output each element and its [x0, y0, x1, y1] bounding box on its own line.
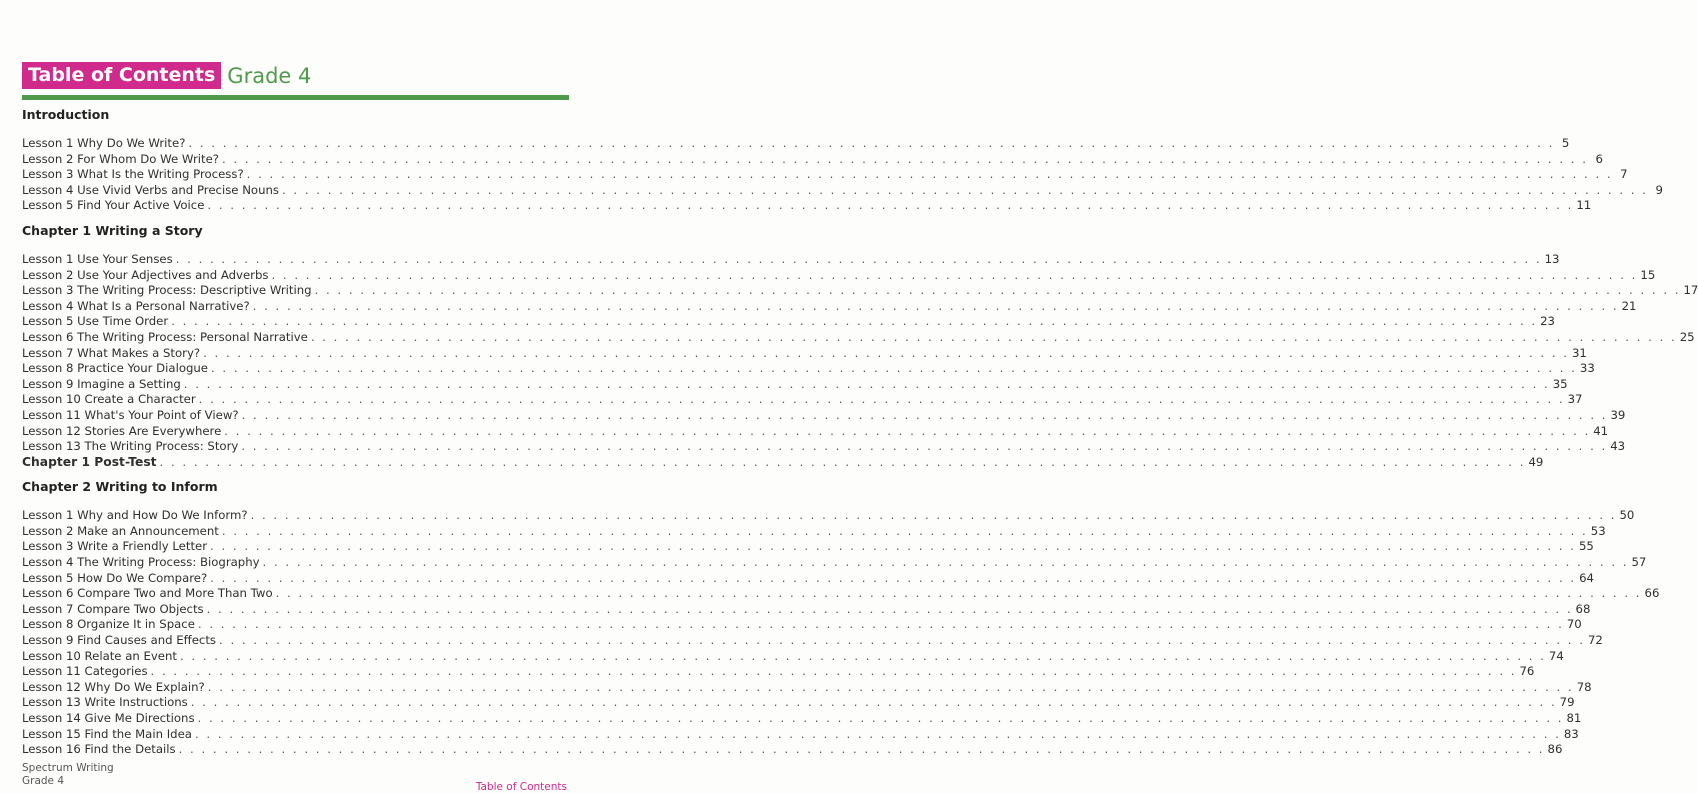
toc-entry[interactable] — [22, 251, 1560, 268]
entry-label: Lesson 7 Compare Two Objects — [22, 601, 204, 616]
dot-leader: . . . . . . . . . . . . . . . . . . . . . . . . . . . . . . . . . . . . . . . . . . . . . . . . . . . . . . . . . . . . . . . . . . . . . . . . . . . . . . . . . . . . . . . . . . . . . . . . . . . . . . . . . . . . . . . . . . . . . . . . — [210, 539, 1576, 554]
toc-entry[interactable] — [22, 726, 1579, 743]
toc-entry[interactable] — [22, 314, 1555, 330]
entry-page-number: 50 — [1619, 508, 1635, 523]
entry-label: Lesson 5 Use Time Order — [22, 314, 169, 329]
dot-leader: . . . . . . . . . . . . . . . . . . . . . . . . . . . . . . . . . . . . . . . . . . . . . . . . . . . . . . . . . . . . . . . . . . . . . . . . . . . . . . . . . . . . . . . . . . . . . . . . . . . . . . . . . . . . . . . . . . . . . . . . — [183, 376, 1550, 391]
footer-book-title: Spectrum Writing — [22, 762, 114, 774]
toc-header — [22, 62, 311, 89]
toc-entry[interactable] — [22, 648, 1564, 665]
dot-leader: . . . . . . . . . . . . . . . . . . . . . . . . . . . . . . . . . . . . . . . . . . . . . . . . . . . . . . . . . . . . . . . . . . . . . . . . . . . . . . . . . . . . . . . . . . . . . . . . . . . . . . . . . . . . . . . . . . . . . . . . — [206, 601, 1573, 616]
entry-label: Lesson 2 Use Your Adjectives and Adverbs — [22, 267, 269, 282]
entry-page-number: 55 — [1578, 539, 1594, 554]
grade-label: Grade 4 — [227, 63, 312, 88]
section-spacer — [22, 124, 570, 136]
toc-entry[interactable] — [22, 267, 1656, 284]
entry-label: Lesson 1 Why and How Do We Inform? — [22, 508, 248, 523]
entry-page-number: 83 — [1563, 726, 1579, 741]
toc-entry[interactable] — [22, 376, 1568, 393]
entry-label: Lesson 7 What Makes a Story? — [22, 345, 201, 360]
entry-page-number: 39 — [1610, 407, 1626, 422]
toc-entry[interactable] — [22, 664, 1535, 680]
entry-label: Lesson 10 Create a Character — [22, 392, 196, 407]
footer-grade: Grade 4 — [22, 775, 65, 787]
entry-label: Lesson 3 Write a Friendly Letter — [22, 539, 208, 554]
entry-page-number: 64 — [1579, 570, 1594, 585]
section-spacer — [22, 240, 570, 252]
toc-entry[interactable] — [22, 586, 1660, 602]
dot-leader: . . . . . . . . . . . . . . . . . . . . . . . . . . . . . . . . . . . . . . . . . . . . . . . . . . . . . . . . . . . . . . . . . . . . . . . . . . . . . . . . . . . . . . . . . . . . . . . . . . . . . . . . . . . . . . . . . . . . . . . . — [252, 298, 1619, 313]
dot-leader: . . . . . . . . . . . . . . . . . . . . . . . . . . . . . . . . . . . . . . . . . . . . . . . . . . . . . . . . . . . . . . . . . . . . . . . . . . . . . . . . . . . . . . . . . . . . . . . . . . . . . . . . . . . . . . . . . . . . . . . . — [150, 664, 1517, 679]
entry-label: Lesson 1 Use Your Senses — [22, 251, 173, 266]
toc-title: Table of Contents — [22, 62, 221, 89]
entry-label: Lesson 11 What's Your Point of View? — [22, 407, 239, 422]
dot-leader: . . . . . . . . . . . . . . . . . . . . . . . . . . . . . . . . . . . . . . . . . . . . . . . . . . . . . . . . . . . . . . . . . . . . . . . . . . . . . . . . . . . . . . . . . . . . . . . . . . . . . . . . . . . . . . . . . . . . . . . . — [197, 617, 1564, 632]
entry-label: Lesson 9 Find Causes and Effects — [22, 633, 217, 648]
toc-entry[interactable] — [22, 298, 1637, 315]
toc-entry[interactable] — [22, 329, 1695, 346]
section-spacer — [22, 496, 570, 508]
entry-page-number: 35 — [1552, 376, 1568, 391]
dot-leader: . . . . . . . . . . . . . . . . . . . . . . . . . . . . . . . . . . . . . . . . . . . . . . . . . . . . . . . . . . . . . . . . . . . . . . . . . . . . . . . . . . . . . . . . . . . . . . . . . . . . . . . . . . . . . . . . . . . . . . . . — [188, 136, 1555, 150]
entry-label: Lesson 11 Categories — [22, 664, 148, 679]
entry-page-number: 25 — [1679, 329, 1695, 344]
dot-leader: . . . . . . . . . . . . . . . . . . . . . . . . . . . . . . . . . . . . . . . . . . . . . . . . . . . . . . . . . . . . . . . . . . . . . . . . . . . . . . . . . . . . . . . . . . . . . . . . . . . . . . . . . . . . . . . . . . . . . . . . — [190, 695, 1557, 710]
toc-entry[interactable] — [22, 539, 1594, 555]
entry-label: Lesson 4 Use Vivid Verbs and Precise Nouns — [22, 182, 279, 197]
toc-entry[interactable] — [22, 570, 1594, 587]
entry-page-number: 70 — [1566, 617, 1582, 632]
toc-entry[interactable] — [22, 392, 1583, 408]
entry-page-number: 15 — [1640, 267, 1656, 282]
toc-entry[interactable] — [22, 555, 1647, 571]
entry-label: Lesson 12 Stories Are Everywhere — [22, 423, 222, 438]
entry-label: Lesson 8 Practice Your Dialogue — [22, 361, 208, 376]
dot-leader: . . . . . . . . . . . . . . . . . . . . . . . . . . . . . . . . . . . . . . . . . . . . . . . . . . . . . . . . . . . . . . . . . . . . . . . . . . . . . . . . . . . . . . . . . . . . . . . . . . . . . . . . . . . . . . . . . . . . . . . . — [207, 679, 1574, 694]
toc-entry[interactable] — [22, 601, 1591, 618]
dot-leader: . . . . . . . . . . . . . . . . . . . . . . . . . . . . . . . . . . . . . . . . . . . . . . . . . . . . . . . . . . . . . . . . . . . . . . . . . . . . . . . . . . . . . . . . . . . . . . . . . . . . . . . . . . . . . . . . . . . . . . . . — [207, 198, 1574, 213]
dot-leader: . . . . . . . . . . . . . . . . . . . . . . . . . . . . . . . . . . . . . . . . . . . . . . . . . . . . . . . . . . . . . . . . . . . . . . . . . . . . . . . . . . . . . . . . . . . . . . . . . . . . . . . . . . . . . . . . . . . . . . . . — [275, 586, 1642, 601]
toc-entry[interactable] — [22, 742, 1563, 758]
entry-page-number: 11 — [1576, 198, 1592, 213]
entry-page-number: 21 — [1621, 298, 1637, 313]
dot-leader: . . . . . . . . . . . . . . . . . . . . . . . . . . . . . . . . . . . . . . . . . . . . . . . . . . . . . . . . . . . . . . . . . . . . . . . . . . . . . . . . . . . . . . . . . . . . . . . . . . . . . . . . . . . . . . . . . . . . . . . . — [179, 648, 1546, 663]
toc-entry[interactable] — [22, 711, 1582, 727]
entry-label: Lesson 16 Find the Details — [22, 742, 176, 757]
toc-entry[interactable] — [22, 439, 1626, 455]
dot-leader: . . . . . . . . . . . . . . . . . . . . . . . . . . . . . . . . . . . . . . . . . . . . . . . . . . . . . . . . . . . . . . . . . . . . . . . . . . . . . . . . . . . . . . . . . . . . . . . . . . . . . . . . . . . . . . . . . . . . . . . . — [197, 711, 1564, 725]
entry-page-number: 9 — [1655, 182, 1663, 197]
dot-leader: . . . . . . . . . . . . . . . . . . . . . . . . . . . . . . . . . . . . . . . . . . . . . . . . . . . . . . . . . . . . . . . . . . . . . . . . . . . . . . . . . . . . . . . . . . . . . . . . . . . . . . . . . . . . . . . . . . . . . . . . — [250, 508, 1617, 523]
section-title: Introduction — [22, 107, 110, 122]
dot-leader: . . . . . . . . . . . . . . . . . . . . . . . . . . . . . . . . . . . . . . . . . . . . . . . . . . . . . . . . . . . . . . . . . . . . . . . . . . . . . . . . . . . . . . . . . . . . . . . . . . . . . . . . . . . . . . . . . . . . . . . . — [210, 570, 1577, 585]
entry-page-number: 53 — [1590, 523, 1606, 538]
toc-entry[interactable] — [22, 523, 1606, 540]
entry-label: Chapter 1 Post-Test — [22, 454, 157, 469]
dot-leader: . . . . . . . . . . . . . . . . . . . . . . . . . . . . . . . . . . . . . . . . . . . . . . . . . . . . . . . . . . . . . . . . . . . . . . . . . . . . . . . . . . . . . . . . . . . . . . . . . . . . . . . . . . . . . . . . . . . . . . . . — [262, 555, 1629, 570]
dot-leader: . . . . . . . . . . . . . . . . . . . . . . . . . . . . . . . . . . . . . . . . . . . . . . . . . . . . . . . . . . . . . . . . . . . . . . . . . . . . . . . . . . . . . . . . . . . . . . . . . . . . . . . . . . . . . . . . . . . . . . . . — [198, 392, 1565, 407]
toc-entry[interactable] — [22, 151, 1603, 168]
footer-book-info — [22, 762, 114, 788]
toc-entry[interactable] — [22, 361, 1595, 377]
section-gap — [22, 214, 570, 222]
entry-label: Lesson 15 Find the Main Idea — [22, 726, 192, 741]
entry-page-number: 68 — [1575, 601, 1591, 616]
toc-entry[interactable] — [22, 508, 1635, 524]
entry-page-number: 7 — [1620, 167, 1628, 182]
entry-page-number: 86 — [1547, 742, 1563, 757]
entry-page-number: 5 — [1561, 136, 1570, 150]
dot-leader: . . . . . . . . . . . . . . . . . . . . . . . . . . . . . . . . . . . . . . . . . . . . . . . . . . . . . . . . . . . . . . . . . . . . . . . . . . . . . . . . . . . . . . . . . . . . . . . . . . . . . . . . . . . . . . . . . . . . . . . . — [210, 361, 1577, 376]
toc-entry[interactable] — [22, 633, 1603, 649]
dot-leader: . . . . . . . . . . . . . . . . . . . . . . . . . . . . . . . . . . . . . . . . . . . . . . . . . . . . . . . . . . . . . . . . . . . . . . . . . . . . . . . . . . . . . . . . . . . . . . . . . . . . . . . . . . . . . . . . . . . . . . . . — [222, 151, 1588, 166]
entry-label: Lesson 4 The Writing Process: Biography — [22, 555, 260, 570]
dot-leader: . . . . . . . . . . . . . . . . . . . . . . . . . . . . . . . . . . . . . . . . . . . . . . . . . . . . . . . . . . . . . . . . . . . . . . . . . . . . . . . . . . . . . . . . . . . . . . . . . . . . . . . . . . . . . . . . . . . . . . . . — [175, 251, 1542, 266]
section-title: Chapter 2 Writing to Inform — [22, 479, 218, 495]
toc-entry[interactable] — [22, 679, 1592, 696]
entry-label: Lesson 2 Make an Announcement — [22, 523, 219, 538]
toc-list — [22, 106, 1698, 758]
entry-label: Lesson 14 Give Me Directions — [22, 711, 195, 725]
toc-entry[interactable] — [22, 167, 1628, 183]
entry-label: Lesson 13 The Writing Process: Story — [22, 439, 239, 454]
entry-page-number: 76 — [1519, 664, 1535, 679]
entry-label: Lesson 4 What Is a Personal Narrative? — [22, 298, 250, 313]
dot-leader: . . . . . . . . . . . . . . . . . . . . . . . . . . . . . . . . . . . . . . . . . . . . . . . . . . . . . . . . . . . . . . . . . . . . . . . . . . . . . . . . . . . . . . . . . . . . . . . . . . . . . . . . . . . . . . . . . . . . . . . . — [241, 407, 1608, 422]
entry-page-number: 43 — [1610, 439, 1626, 454]
entry-label: Lesson 5 Find Your Active Voice — [22, 198, 205, 213]
toc-entry[interactable] — [22, 136, 1570, 152]
entry-page-number: 72 — [1587, 633, 1603, 648]
dot-leader: . . . . . . . . . . . . . . . . . . . . . . . . . . . . . . . . . . . . . . . . . . . . . . . . . . . . . . . . . . . . . . . . . . . . . . . . . . . . . . . . . . . . . . . . . . . . . . . . . . . . . . . . . . . . . . . . . . . . . . . . — [171, 314, 1538, 329]
entry-page-number: 78 — [1576, 679, 1592, 694]
entry-label: Lesson 8 Organize It in Space — [22, 617, 195, 632]
entry-label: Lesson 13 Write Instructions — [22, 695, 188, 710]
entry-label: Lesson 6 The Writing Process: Personal Narrative — [22, 329, 308, 344]
entry-label: Lesson 2 For Whom Do We Write? — [22, 151, 219, 166]
section-gap — [22, 470, 570, 478]
dot-leader: . . . . . . . . . . . . . . . . . . . . . . . . . . . . . . . . . . . . . . . . . . . . . . . . . . . . . . . . . . . . . . . . . . . . . . . . . . . . . . . . . . . . . . . . . . . . . . . . . . . . . . . . . . . . . . . . . . . . . . . . — [271, 267, 1638, 282]
entry-label: Lesson 3 The Writing Process: Descriptive Writing — [22, 283, 312, 298]
entry-label: Lesson 10 Relate an Event — [22, 648, 177, 663]
entry-page-number: 31 — [1572, 345, 1587, 360]
toc-entry[interactable] — [22, 182, 1663, 199]
dot-leader: . . . . . . . . . . . . . . . . . . . . . . . . . . . . . . . . . . . . . . . . . . . . . . . . . . . . . . . . . . . . . . . . . . . . . . . . . . . . . . . . . . . . . . . . . . . . . . . . . . . . . . . . . . . . . . . . . . . . . . . . — [241, 439, 1608, 454]
entry-page-number: 66 — [1644, 586, 1660, 601]
entry-page-number: 6 — [1595, 151, 1603, 166]
toc-entry[interactable] — [22, 283, 1698, 299]
toc-entry[interactable] — [22, 695, 1575, 711]
entry-page-number: 81 — [1566, 711, 1582, 725]
entry-label: Lesson 12 Why Do We Explain? — [22, 679, 205, 694]
dot-leader: . . . . . . . . . . . . . . . . . . . . . . . . . . . . . . . . . . . . . . . . . . . . . . . . . . . . . . . . . . . . . . . . . . . . . . . . . . . . . . . . . . . . . . . . . . . . . . . . . . . . . . . . . . . . . . . . . . . . . . . . — [314, 283, 1681, 298]
dot-leader: . . . . . . . . . . . . . . . . . . . . . . . . . . . . . . . . . . . . . . . . . . . . . . . . . . . . . . . . . . . . . . . . . . . . . . . . . . . . . . . . . . . . . . . . . . . . . . . . . . . . . . . . . . . . . . . . . . . . . . . . — [159, 454, 1526, 469]
dot-leader: . . . . . . . . . . . . . . . . . . . . . . . . . . . . . . . . . . . . . . . . . . . . . . . . . . . . . . . . . . . . . . . . . . . . . . . . . . . . . . . . . . . . . . . . . . . . . . . . . . . . . . . . . . . . . . . . . . . . . . . . — [203, 345, 1569, 360]
dot-leader: . . . . . . . . . . . . . . . . . . . . . . . . . . . . . . . . . . . . . . . . . . . . . . . . . . . . . . . . . . . . . . . . . . . . . . . . . . . . . . . . . . . . . . . . . . . . . . . . . . . . . . . . . . . . . . . . . . . . . . . . — [310, 329, 1677, 344]
footer-section-label: Table of Contents — [475, 781, 567, 793]
entry-page-number: 57 — [1631, 555, 1647, 570]
section-title: Chapter 1 Writing a Story — [22, 222, 203, 238]
dot-leader: . . . . . . . . . . . . . . . . . . . . . . . . . . . . . . . . . . . . . . . . . . . . . . . . . . . . . . . . . . . . . . . . . . . . . . . . . . . . . . . . . . . . . . . . . . . . . . . . . . . . . . . . . . . . . . . . . . . . . . . . — [246, 167, 1613, 182]
dot-leader: . . . . . . . . . . . . . . . . . . . . . . . . . . . . . . . . . . . . . . . . . . . . . . . . . . . . . . . . . . . . . . . . . . . . . . . . . . . . . . . . . . . . . . . . . . . . . . . . . . . . . . . . . . . . . . . . . . . . . . . . — [282, 182, 1648, 197]
toc-entry[interactable] — [22, 198, 1592, 214]
toc-entry[interactable] — [22, 345, 1587, 362]
dot-leader: . . . . . . . . . . . . . . . . . . . . . . . . . . . . . . . . . . . . . . . . . . . . . . . . . . . . . . . . . . . . . . . . . . . . . . . . . . . . . . . . . . . . . . . . . . . . . . . . . . . . . . . . . . . . . . . . . . . . . . . . — [224, 423, 1591, 438]
entry-label: Lesson 1 Why Do We Write? — [22, 136, 186, 150]
dot-leader: . . . . . . . . . . . . . . . . . . . . . . . . . . . . . . . . . . . . . . . . . . . . . . . . . . . . . . . . . . . . . . . . . . . . . . . . . . . . . . . . . . . . . . . . . . . . . . . . . . . . . . . . . . . . . . . . . . . . . . . . — [194, 726, 1561, 741]
entry-page-number: 49 — [1528, 454, 1544, 469]
entry-page-number: 37 — [1567, 392, 1583, 407]
entry-page-number: 41 — [1593, 423, 1609, 438]
entry-page-number: 17 — [1683, 283, 1698, 298]
entry-label: Lesson 5 How Do We Compare? — [22, 570, 208, 585]
entry-page-number: 74 — [1548, 648, 1564, 663]
dot-leader: . . . . . . . . . . . . . . . . . . . . . . . . . . . . . . . . . . . . . . . . . . . . . . . . . . . . . . . . . . . . . . . . . . . . . . . . . . . . . . . . . . . . . . . . . . . . . . . . . . . . . . . . . . . . . . . . . . . . . . . . — [219, 633, 1585, 648]
toc-entry[interactable] — [22, 617, 1582, 633]
toc-entry[interactable] — [22, 407, 1626, 424]
entry-page-number: 23 — [1540, 314, 1555, 329]
entry-label: Lesson 3 What Is the Writing Process? — [22, 167, 244, 182]
dot-leader: . . . . . . . . . . . . . . . . . . . . . . . . . . . . . . . . . . . . . . . . . . . . . . . . . . . . . . . . . . . . . . . . . . . . . . . . . . . . . . . . . . . . . . . . . . . . . . . . . . . . . . . . . . . . . . . . . . . . . . . . — [178, 742, 1545, 757]
entry-label: Lesson 9 Imagine a Setting — [22, 376, 181, 391]
dot-leader: . . . . . . . . . . . . . . . . . . . . . . . . . . . . . . . . . . . . . . . . . . . . . . . . . . . . . . . . . . . . . . . . . . . . . . . . . . . . . . . . . . . . . . . . . . . . . . . . . . . . . . . . . . . . . . . . . . . . . . . . — [221, 523, 1588, 538]
header-divider — [22, 95, 569, 100]
entry-page-number: 13 — [1544, 251, 1560, 266]
entry-label: Lesson 6 Compare Two and More Than Two — [22, 586, 273, 601]
toc-entry[interactable] — [22, 454, 1544, 471]
entry-page-number: 33 — [1579, 361, 1595, 376]
entry-page-number: 79 — [1559, 695, 1575, 710]
toc-entry[interactable] — [22, 423, 1609, 440]
